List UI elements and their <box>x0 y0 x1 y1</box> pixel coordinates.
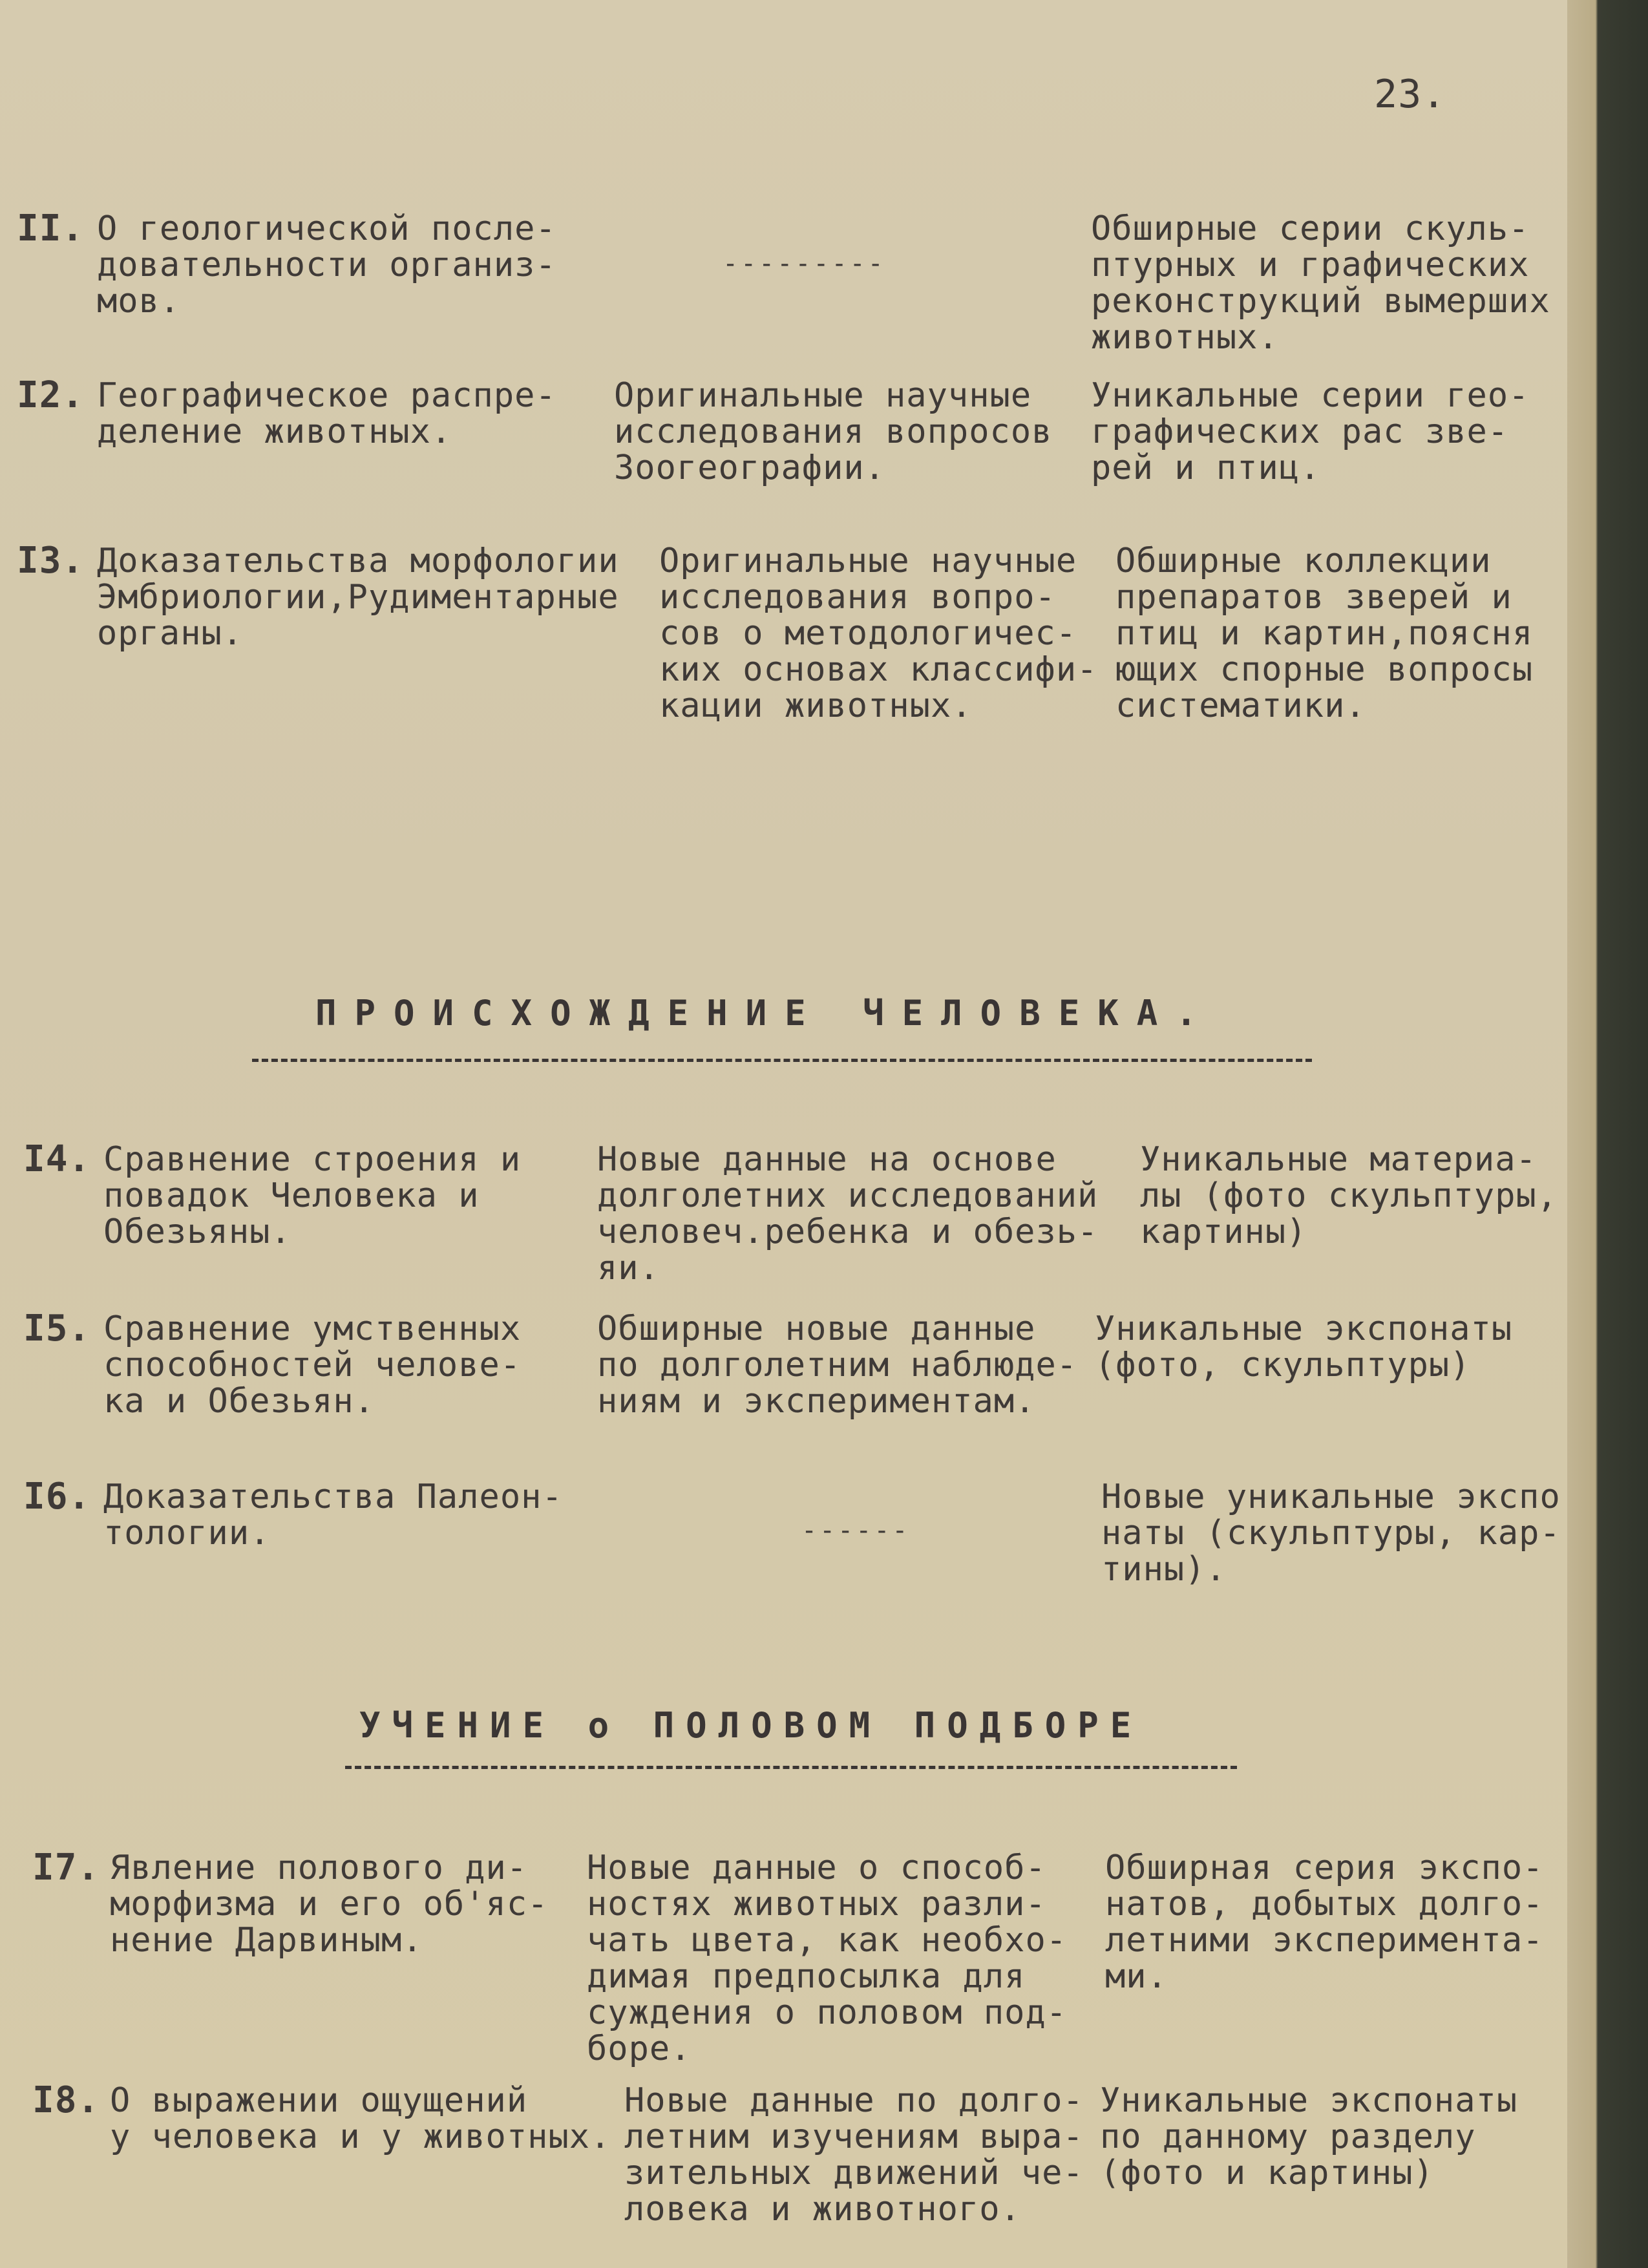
item-exhibits: Обширные серии скуль- птурных и графических реконструкций вымерших животных. <box>1091 209 1550 357</box>
item-research: Новые данные о способ- ностях животных разли- чать цвета, как необхо- димая предпосылка для суждения о половом под- боре. <box>587 1849 1068 2068</box>
item-exhibits: Уникальные экспонаты по данному разделу (фото и картины) <box>1100 2081 1518 2192</box>
item-number: I7. <box>32 1847 100 1889</box>
item-research-placeholder: --------- <box>723 249 886 279</box>
item-exhibits: Уникальные материа- лы (фото скульптуры, картины) <box>1140 1140 1558 1251</box>
item-exhibits: Обширные коллекции препаратов зверей и птиц и картин,поясня ющих спорные вопросы систематики. <box>1115 542 1534 725</box>
item-topic: О выражении ощущений у человека и у животных. <box>110 2081 611 2156</box>
page-number: 23. <box>1374 72 1446 117</box>
item-research-placeholder: ------ <box>801 1516 911 1545</box>
item-research: Новые данные по долго- летним изучениям выра- зительных движений че- ловека и животного. <box>624 2081 1084 2229</box>
item-number: I3. <box>17 540 85 582</box>
item-topic: О геологической после- довательности организ- мов. <box>97 209 556 321</box>
item-topic: Доказательства Палеон- тологии. <box>103 1478 563 1553</box>
item-exhibits: Уникальные серии гео- графических рас зве- рей и птиц. <box>1091 376 1530 487</box>
item-research: Оригинальные научные исследования вопросов Зоогеографии. <box>614 376 1053 487</box>
item-topic: Сравнение строения и повадок Человека и Обезьяны. <box>103 1140 522 1251</box>
scan-background-strip <box>1567 0 1648 2268</box>
item-topic: Доказательства морфологии Эмбриологии,Рудиментарные органы. <box>97 542 619 653</box>
section-underline <box>252 1059 1312 1062</box>
item-topic: Географическое распре- деление животных. <box>97 376 556 451</box>
item-research: Оригинальные научные исследования вопро- сов о методологичес- ких основах классифи- кации животных. <box>659 542 1098 725</box>
item-research: Обширные новые данные по долголетним наблюде- ниям и экспериментам. <box>597 1309 1078 1421</box>
item-number: I6. <box>23 1476 91 1518</box>
section-heading: ПРОИСХОЖДЕНИЕ ЧЕЛОВЕКА. <box>315 993 1215 1033</box>
item-exhibits: Уникальные экспонаты (фото, скульптуры) <box>1095 1309 1513 1384</box>
item-number: I5. <box>23 1308 91 1350</box>
item-number: I4. <box>23 1138 91 1180</box>
item-number: II. <box>17 207 85 249</box>
item-research: Новые данные на основе долголетних исследований человеч.ребенка и обезь- яи. <box>597 1140 1099 1288</box>
item-exhibits: Обширная серия экспо- натов, добытых долго- летними эксперимента- ми. <box>1105 1849 1544 1996</box>
item-topic: Явление полового ди- морфизма и его об'яс- нение Дарвиным. <box>110 1849 549 1960</box>
section-underline <box>345 1766 1237 1769</box>
item-number: I2. <box>17 374 85 416</box>
item-number: I8. <box>32 2079 100 2121</box>
section-heading: УЧЕНИЕ о ПОЛОВОМ ПОДБОРЕ <box>359 1705 1143 1746</box>
item-topic: Сравнение умственных способностей челове- ка и Обезьян. <box>103 1309 522 1421</box>
item-exhibits: Новые уникальные экспо наты (скульптуры, кар- тины). <box>1101 1478 1561 1589</box>
